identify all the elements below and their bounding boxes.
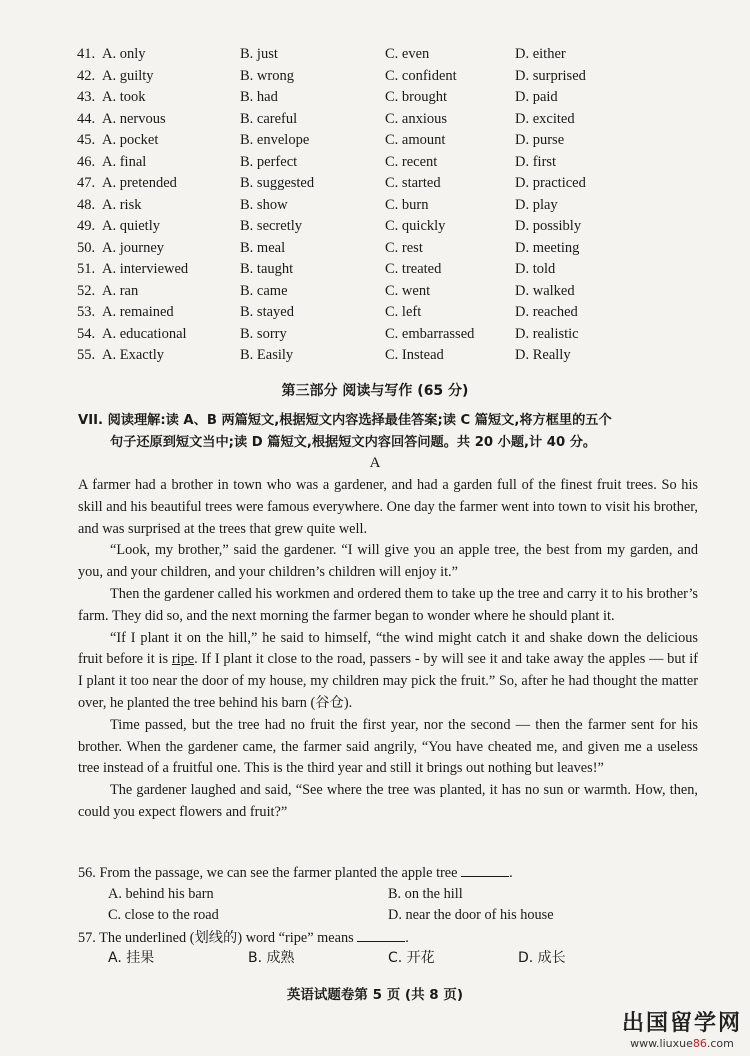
answer-blank	[357, 927, 405, 942]
option-row	[0, 345, 750, 367]
paragraph-4-after: . If I plant it close to the road, passers - by will see it and take away the apples — but if I plant it too near the door of my house, my children may pick the fruit.” So, after he had thought the matter over, he planted the tree behind his barn (谷仓).	[78, 651, 698, 711]
option-d[interactable]: D. Really	[515, 347, 571, 363]
option-c[interactable]: C. started	[385, 175, 441, 191]
option-b[interactable]: B. just	[240, 46, 278, 62]
question-57-end: .	[405, 929, 409, 946]
question-57-option-a[interactable]: A. 挂果	[108, 950, 155, 966]
option-row	[0, 195, 750, 217]
option-d[interactable]: D. told	[515, 261, 556, 277]
option-a[interactable]: A. remained	[102, 304, 174, 320]
option-a[interactable]: A. Exactly	[102, 347, 165, 363]
option-row	[0, 173, 750, 195]
question-number: 55.	[77, 347, 96, 363]
option-d[interactable]: D. paid	[515, 89, 558, 105]
option-row	[0, 281, 750, 303]
option-d[interactable]: D. either	[515, 46, 566, 62]
question-56-option-a[interactable]: A. behind his barn	[108, 885, 214, 902]
question-57-stem: 57. The underlined (划线的) word “ripe” means	[78, 929, 354, 946]
option-b[interactable]: B. stayed	[240, 304, 294, 320]
option-d[interactable]: D. reached	[515, 304, 578, 320]
question-number: 44.	[77, 110, 96, 127]
option-row	[0, 238, 750, 260]
reading-instructions	[78, 410, 698, 454]
option-b[interactable]: B. Easily	[240, 347, 294, 363]
watermark-url-suffix: .com	[706, 1037, 734, 1050]
option-c[interactable]: C. burn	[385, 196, 429, 213]
site-watermark	[622, 1006, 742, 1050]
passage-paragraph-6: The gardener laughed and said, “See where the tree was planted, it has no sun or warmth. How, then, could you expect flowers and fruit?”	[78, 782, 698, 820]
option-c[interactable]: C. quickly	[385, 218, 446, 234]
question-number: 48.	[77, 196, 96, 213]
question-57-option-c[interactable]: C. 开花	[388, 950, 435, 966]
option-b[interactable]: B. meal	[240, 239, 286, 256]
question-number: 41.	[77, 46, 96, 62]
question-56-options-row-1	[78, 884, 698, 906]
paragraph-4-before: “If I plant it on the hill,” he said to himself, “the wind might catch it and shake down the delicious fruit before it is	[78, 629, 698, 668]
option-d[interactable]: D. possibly	[515, 218, 582, 234]
watermark-logo: 出国留学网	[621, 1011, 742, 1036]
option-c[interactable]: C. went	[385, 282, 431, 299]
option-c[interactable]: C. confident	[385, 67, 457, 84]
question-number: 47.	[77, 175, 96, 191]
option-row	[0, 130, 750, 152]
option-d[interactable]: D. play	[515, 196, 558, 213]
option-b[interactable]: B. wrong	[240, 67, 294, 84]
question-56-option-c[interactable]: C. close to the road	[108, 907, 219, 923]
option-row	[0, 259, 750, 281]
passage-letter: A	[369, 455, 381, 471]
option-c[interactable]: C. recent	[385, 153, 438, 170]
question-56-options-row-2	[78, 905, 698, 927]
question-56-option-d[interactable]: D. near the door of his house	[388, 907, 554, 923]
option-b[interactable]: B. show	[240, 196, 288, 213]
instructions-line-1: VII. 阅读理解:读 A、B 两篇短文,根据短文内容选择最佳答案;读 C 篇短文,将方框里的五个	[78, 413, 612, 428]
option-b[interactable]: B. sorry	[240, 325, 287, 342]
option-a[interactable]: A. took	[102, 89, 146, 105]
option-b[interactable]: B. envelope	[240, 132, 310, 148]
option-c[interactable]: C. left	[385, 304, 422, 320]
option-row	[0, 216, 750, 238]
option-row	[0, 109, 750, 131]
question-number: 43.	[77, 89, 96, 105]
option-a[interactable]: A. only	[102, 46, 146, 62]
question-number: 42.	[77, 67, 96, 84]
answer-options-list	[0, 44, 750, 367]
question-number: 50.	[77, 239, 96, 256]
option-c[interactable]: C. amount	[385, 132, 446, 148]
option-row	[0, 87, 750, 109]
option-a[interactable]: A. risk	[102, 196, 142, 213]
instructions-line-2: 句子还原到短文当中;读 D 篇短文,根据短文内容回答问题。共 20 小题,计 40 分。	[110, 435, 597, 450]
option-c[interactable]: C. even	[385, 46, 430, 62]
option-d[interactable]: D. surprised	[515, 67, 586, 84]
option-a[interactable]: A. interviewed	[102, 261, 189, 277]
option-row	[0, 66, 750, 88]
question-57-option-d[interactable]: D. 成长	[518, 950, 566, 966]
option-row	[0, 44, 750, 66]
option-b[interactable]: B. had	[240, 89, 278, 105]
option-row	[0, 324, 750, 346]
passage-paragraph-3: Then the gardener called his workmen and ordered them to take up the tree and carry it to his brother’s farm. They did so, and the next morning the farmer began to wonder where he should plant it.	[78, 585, 698, 624]
option-a[interactable]: A. nervous	[102, 110, 166, 127]
question-number: 51.	[77, 261, 96, 277]
option-d[interactable]: D. excited	[515, 110, 575, 127]
option-c[interactable]: C. embarrassed	[385, 325, 475, 342]
option-a[interactable]: A. pocket	[102, 132, 159, 148]
option-d[interactable]: D. realistic	[515, 325, 579, 342]
option-b[interactable]: B. suggested	[240, 175, 315, 191]
reading-passage	[78, 475, 698, 824]
option-row	[0, 152, 750, 174]
passage-paragraph-4	[78, 628, 698, 715]
question-number: 45.	[77, 132, 96, 148]
option-d[interactable]: D. practiced	[515, 175, 586, 191]
question-57-option-b[interactable]: B. 成熟	[248, 950, 295, 966]
option-b[interactable]: B. taught	[240, 261, 294, 277]
option-b[interactable]: B. came	[240, 282, 288, 299]
watermark-url-prefix: www.liuxue	[630, 1037, 693, 1050]
option-c[interactable]: C. rest	[385, 239, 423, 256]
question-number: 53.	[77, 304, 96, 320]
option-a[interactable]: A. pretended	[102, 175, 177, 191]
option-a[interactable]: A. final	[102, 153, 147, 170]
question-number: 46.	[77, 153, 96, 170]
option-c[interactable]: C. brought	[385, 89, 448, 105]
watermark-url-highlight: 86	[692, 1037, 707, 1050]
option-c[interactable]: C. Instead	[385, 347, 444, 363]
question-57	[78, 927, 698, 949]
question-number: 52.	[77, 282, 96, 299]
option-b[interactable]: B. secretly	[240, 218, 303, 234]
option-d[interactable]: D. walked	[515, 282, 575, 299]
option-a[interactable]: A. ran	[102, 282, 139, 299]
option-b[interactable]: B. perfect	[240, 153, 298, 170]
option-a[interactable]: A. educational	[102, 325, 187, 342]
underlined-word-ripe: ripe	[171, 651, 195, 668]
question-number: 49.	[77, 218, 96, 234]
option-row	[0, 302, 750, 324]
question-57-options-row	[78, 948, 698, 970]
page-footer: 英语试题卷第 5 页 (共 8 页)	[286, 987, 464, 1003]
option-b[interactable]: B. careful	[240, 110, 298, 127]
option-d[interactable]: D. meeting	[515, 239, 580, 256]
option-c[interactable]: C. treated	[385, 261, 442, 277]
question-56-option-b[interactable]: B. on the hill	[388, 885, 463, 902]
option-d[interactable]: D. purse	[515, 132, 565, 148]
option-a[interactable]: A. quietly	[102, 218, 160, 234]
question-56	[78, 862, 698, 884]
passage-paragraph-5: Time passed, but the tree had no fruit the first year, nor the second — then the farmer sent for his brother. When the gardener came, the farmer said angrily, “You have cheated me, and given me a useless tree instead of a fruitful one. This is the third year and still it brings out nothing but leaves!”	[78, 716, 698, 777]
watermark-url	[622, 1037, 742, 1050]
section-title: 第三部分 阅读与写作 (65 分)	[281, 383, 469, 399]
option-c[interactable]: C. anxious	[385, 110, 448, 127]
passage-paragraph-2: “Look, my brother,” said the gardener. “I will give you an apple tree, the best from my garden, and you, and your children, and your children’s children will enjoy it.”	[78, 542, 698, 581]
option-d[interactable]: D. first	[515, 153, 557, 170]
answer-blank	[461, 862, 509, 877]
passage-paragraph-1: A farmer had a brother in town who was a gardener, and had a garden full of the finest fruit trees. So his skill and his beautiful trees were famous everywhere. One day the farmer went into town to visit his brother, and was surprised at the trees that grew quite well.	[78, 477, 698, 537]
option-a[interactable]: A. guilty	[102, 67, 154, 84]
question-56-stem: 56. From the passage, we can see the farmer planted the apple tree	[78, 865, 458, 881]
question-number: 54.	[77, 325, 96, 342]
questions	[78, 862, 698, 970]
question-56-end: .	[509, 865, 513, 881]
option-a[interactable]: A. journey	[102, 239, 165, 256]
